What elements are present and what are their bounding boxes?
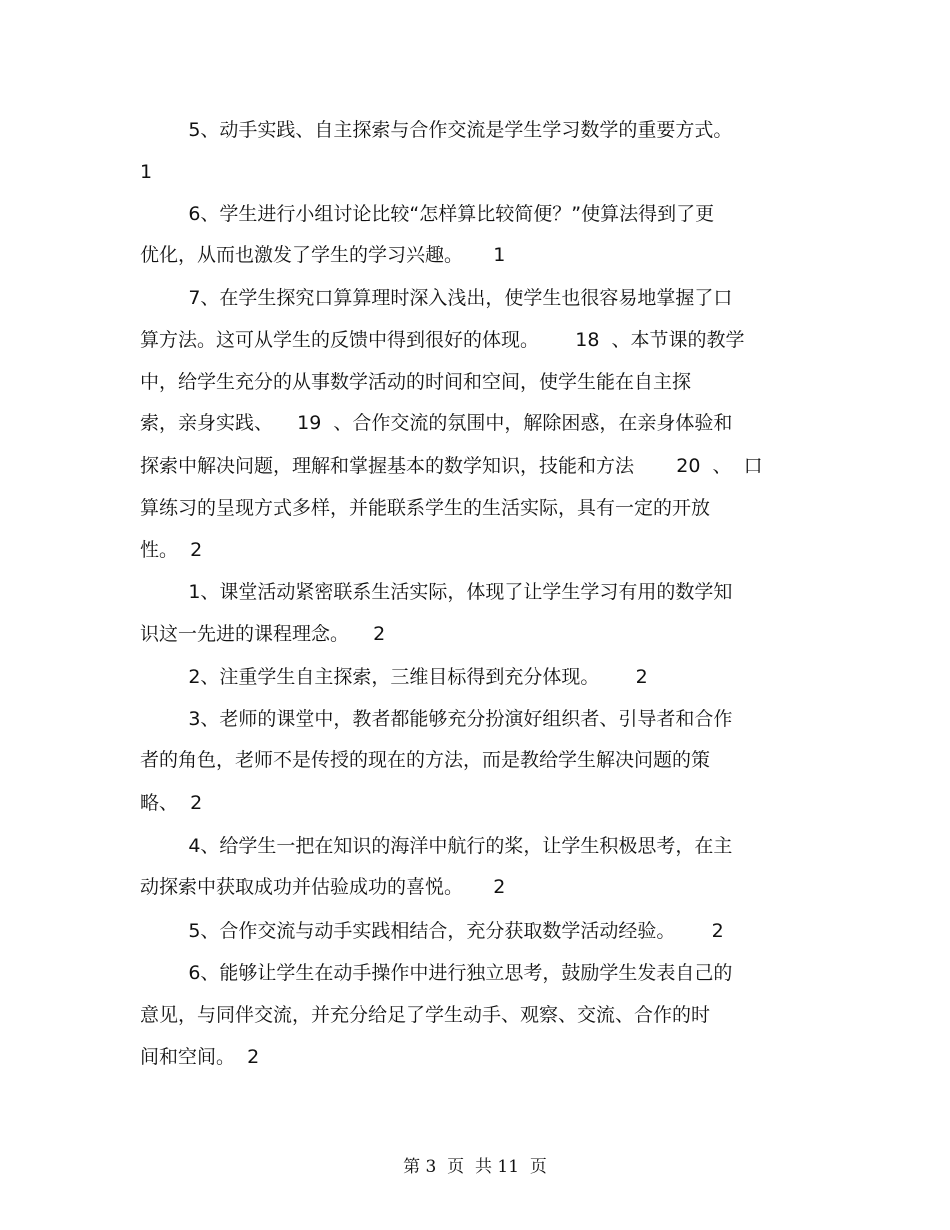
text-line: 5、动手实践、自主探索与合作交流是学生学习数学的重要方式。 <box>140 119 733 141</box>
text-line: 7、在学生探究口算算理时深入浅出，使学生也很容易地掌握了口 <box>140 287 733 309</box>
text-line: 6、能够让学生在动手操作中进行独立思考，鼓励学生发表自己的 <box>140 962 733 984</box>
text-line: 间和空间。 2 <box>140 1046 260 1068</box>
text-line: 索，亲身实践、 19 、合作交流的氛围中，解除困惑，在亲身体验和 <box>140 412 733 434</box>
text-line: 性。 2 <box>140 539 203 561</box>
text-line: 1、课堂活动紧密联系生活实际，体现了让学生学习有用的数学知 <box>140 581 733 603</box>
text-line: 者的角色，老师不是传授的现在的方法，而是教给学生解决问题的策 <box>140 749 711 771</box>
text-line: 意见，与同伴交流，并充分给足了学生动手、观察、交流、合作的时 <box>140 1004 711 1026</box>
text-line: 探索中解决问题，理解和掌握基本的数学知识，技能和方法 20 、 口 <box>140 455 763 477</box>
text-line: 动探索中获取成功并估验成功的喜悦。 2 <box>140 876 506 898</box>
text-line: 算方法。这可从学生的反馈中得到很好的体现。 18 、本节课的教学 <box>140 329 745 351</box>
text-line: 2、注重学生自主探索，三维目标得到充分体现。 2 <box>140 666 648 688</box>
page-footer: 第 3 页 共 11 页 <box>403 1157 547 1177</box>
text-line: 5、合作交流与动手实践相结合，充分获取数学活动经验。 2 <box>140 920 724 942</box>
text-line: 算练习的呈现方式多样，并能联系学生的生活实际，具有一定的开放 <box>140 497 711 519</box>
text-line: 3、老师的课堂中，教者都能够充分扮演好组织者、引导者和合作 <box>140 708 733 730</box>
text-line: 6、学生进行小组讨论比较“怎样算比较简便？”使算法得到了更 <box>140 203 715 225</box>
text-line: 1 <box>140 161 153 183</box>
text-line: 优化，从而也激发了学生的学习兴趣。 1 <box>140 244 506 266</box>
text-line: 4、给学生一把在知识的海洋中航行的桨，让学生积极思考，在主 <box>140 835 733 857</box>
text-line: 略、 2 <box>140 792 203 814</box>
text-line: 中，给学生充分的从事数学活动的时间和空间，使学生能在自主探 <box>140 371 692 393</box>
text-line: 识这一先进的课程理念。 2 <box>140 623 386 645</box>
